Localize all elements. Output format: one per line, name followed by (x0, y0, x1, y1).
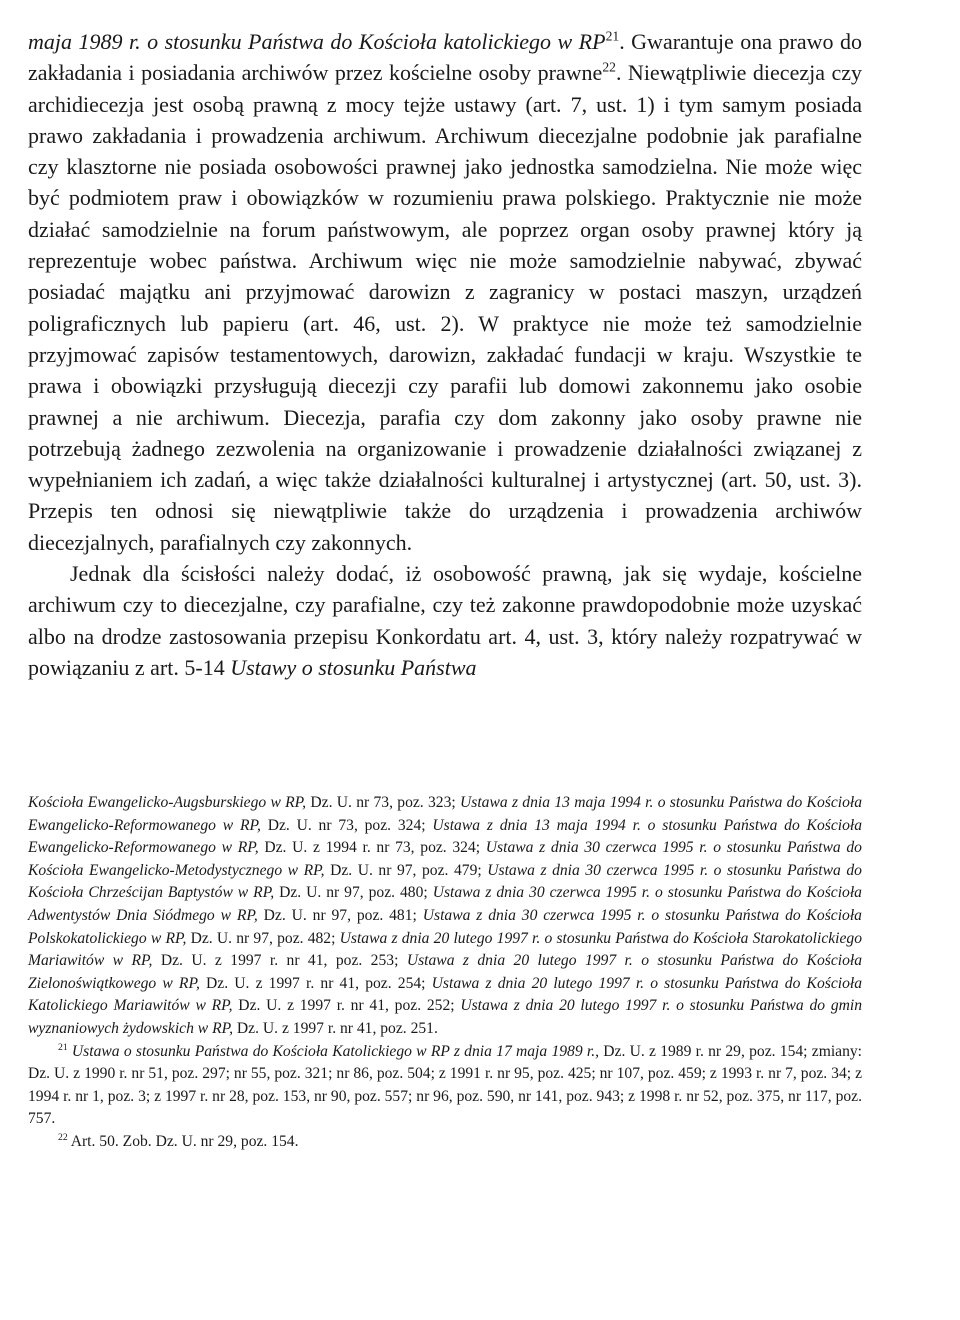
footnote-citation: Dz. U. nr 73, poz. 323; (306, 794, 460, 811)
footnote-citation: Dz. U. z 1994 r. nr 73, poz. 324; (258, 839, 486, 857)
footnote-citation: Dz. U. nr 97, poz. 481; (257, 906, 423, 924)
law-title-italic: maja 1989 r. o stosunku Państwa do Kościoła katolickiego w RP (28, 29, 606, 54)
footnote-citation: Dz. U. nr 73, poz. 324; (260, 816, 433, 834)
footnotes-section (28, 792, 862, 1154)
footnote-continuation (28, 792, 862, 1041)
footnote-law-title: Ustawa z dnia 30 czerwca 1995 r. o stosunku Państwa do Kościoła Polskokatolickiego w RP, (28, 906, 862, 947)
footnote-law-title: Ustawa z dnia 30 czerwca 1995 r. o stosunku Państwa do Kościoła Adwentystów Dnia Siódmego w RP, (28, 884, 862, 924)
footnote-law-title: Ustawa z dnia 30 czerwca 1995 r. o stosunku Państwa do Kościoła Ewangelicko-Metodystycznego w RP, (28, 839, 862, 879)
footnote-21-title: Ustawa o stosunku Państwa do Kościoła Katolickiego w RP z dnia 17 maja 1989 r., (71, 1042, 600, 1060)
paragraph-2 (28, 558, 862, 683)
footnote-ref-21[interactable]: 21 (605, 28, 620, 44)
paragraph-1-text-a: . Gwarantuje ona prawo do zakładania i posiadania archiwów przez kościelne osoby prawne (28, 29, 862, 86)
main-body-text (28, 26, 862, 683)
paragraph-2-text: Jednak dla ścisłości należy dodać, iż osobowość prawną, jak się wydaje, kościelne archiwum czy to diecezjalne, czy parafialne, czy też zakonne prawdopodobnie może uzyskać albo na drodze zastosowania przepisu Konkordatu art. 4, ust. 3, który należy rozpatrywać w powiązaniu z art. 5-14 (28, 561, 862, 680)
footnote-law-title: Ustawa z dnia 30 czerwca 1995 r. o stosunku Państwa do Kościoła Chrześcijan Baptystów w RP, (28, 861, 862, 902)
footnote-22 (28, 1131, 862, 1154)
paragraph-1 (28, 26, 862, 558)
footnote-citation: Dz. U. z 1997 r. nr 41, poz. 254; (199, 974, 432, 992)
footnote-law-title: Ustawa z dnia 20 lutego 1997 r. o stosunku Państwa do gmin wyznaniowych żydowskich w RP, (28, 997, 863, 1037)
footnote-21-text: Dz. U. z 1989 r. nr 29, poz. 154; zmiany: Dz. U. z 1990 r. nr 51, poz. 297; nr 55, poz. 321; nr 86, poz. 504; z 1991 r. nr 95, poz. 425; nr 107, poz. 459; z 1993 r. nr 7, poz. 34; z 1994 r. nr 1, poz. 3; z 1997 r. nr 28, poz. 153, nr 90, poz. 557; nr 96, poz. 590, nr 141, poz. 943; z 1998 r. nr 52, poz. 375, nr 117, poz. 757. (28, 1042, 863, 1128)
paragraph-1-text-b: . Niewątpliwie diecezja czy archidiecezja jest osobą prawną z mocy tejże ustawy (art. 7, ust. 1) i tym samym posiada prawo zakładania i prowadzenia archiwum. Archiwum diecezjalne podobnie jak parafialne czy klasztorne nie posiada osobowości prawnej jako jednostka samodzielna. Nie może więc być podmiotem praw i obowiązków w rozumieniu prawa polskiego. Praktycznie nie może działać samodzielnie na forum państwowym, ale poprzez organ osoby prawnej który ją reprezentuje wobec państwa. Archiwum więc nie może samodzielnie nabywać, zbywać posiadać majątku ani przyjmować darowizn z zagranicy w postaci maszyn, urządzeń poligraficznych lub papieru (art. 46, ust. 2). W praktyce nie może też samodzielnie przyjmować zapisów testamentowych, darowizn, zakładać fundacji w kraju. Wszystkie te prawa i obowiązki przysługują diecezji czy parafii lub domowi zakonnemu jako osobie prawnej a nie archiwum. Diecezja, parafia czy dom zakonny jako osoby prawne nie potrzebują żadnego zezwolenia na organizowanie i prowadzenie działalności związanej z wypełnianiem ich zadań, a więc także działalności kulturalnej i artystycznej (art. 50, ust. 3). Przepis ten odnosi się niewątpliwie także do urządzenia i prowadzenia archiwów diecezjalnych, parafialnych czy zakonnych. (28, 60, 862, 555)
footnote-citation: Dz. U. z 1997 r. nr 41, poz. 252; (232, 997, 461, 1015)
footnote-number-22: 22 (58, 1131, 68, 1143)
footnote-number-21: 21 (58, 1041, 68, 1053)
law-title-italic-2: Ustawy o stosunku Państwa (230, 654, 477, 680)
footnote-citation: Dz. U. nr 97, poz. 482; (186, 929, 340, 947)
footnote-law-title: Kościoła Ewangelicko-Augsburskiego w RP, (28, 794, 307, 811)
footnote-law-title: Ustawa z dnia 13 maja 1994 r. o stosunku Państwa do Kościoła Ewangelicko-Reformowanego w RP, (28, 794, 862, 834)
footnote-citation: Dz. U. nr 97, poz. 479; (324, 861, 488, 879)
footnote-21 (28, 1041, 862, 1131)
footnote-law-title: Ustawa z dnia 20 lutego 1997 r. o stosunku Państwa do Kościoła Katolickiego Mariawitów w RP, (28, 974, 862, 1015)
footnote-law-title: Ustawa z dnia 20 lutego 1997 r. o stosunku Państwa do Kościoła Zielonoświątkowego w RP, (28, 952, 863, 992)
footnote-citation: Dz. U. nr 97, poz. 480; (274, 884, 433, 902)
footnote-law-title: Ustawa z dnia 13 maja 1994 r. o stosunku Państwa do Kościoła Ewangelicko-Reformowanego w RP, (28, 816, 863, 857)
footnote-citation: Dz. U. z 1997 r. nr 41, poz. 253; (152, 952, 407, 970)
footnote-22-text: Art. 50. Zob. Dz. U. nr 29, poz. 154. (67, 1132, 299, 1150)
footnote-citation: Dz. U. z 1997 r. nr 41, poz. 251. (233, 1019, 438, 1037)
footnote-law-title: Ustawa z dnia 20 lutego 1997 r. o stosunku Państwa do Kościoła Starokatolickiego Mariawitów w RP, (28, 929, 863, 970)
footnote-ref-22[interactable]: 22 (602, 59, 616, 75)
